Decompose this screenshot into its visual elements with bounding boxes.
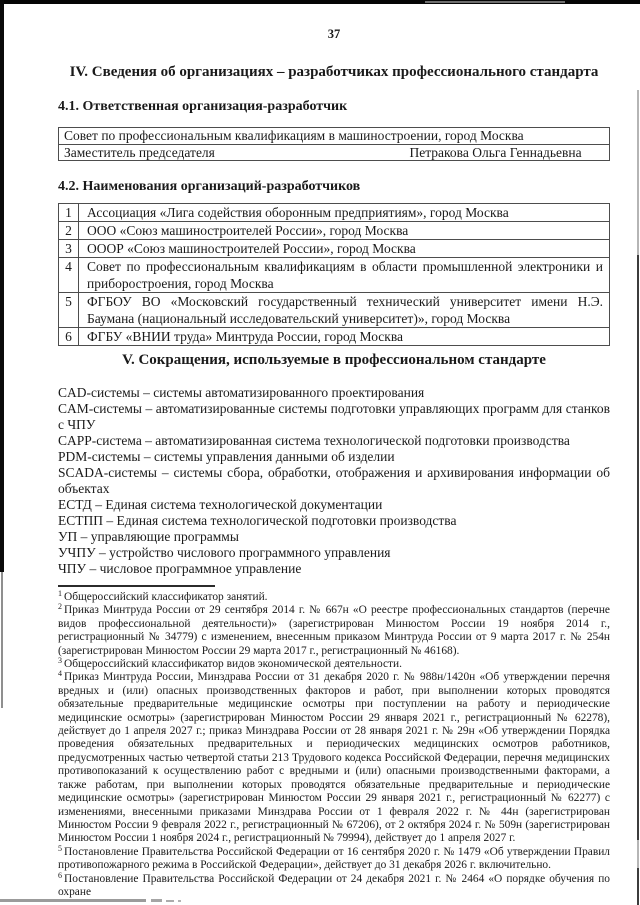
row-number-cell: 2 [59,222,79,239]
abbreviation-item: УЧПУ – устройство числового программного управления [58,545,391,560]
footnote [58,658,610,671]
footnote-text: Постановление Правительства Российской Федерации от 16 сентября 2020 г. № 1479 «Об утверждении Правил противопожарного режима в Российской Федерации», действует до 31 декабря 2026 г. включительно. [58,845,610,872]
abbreviation-item: УП – управляющие программы [58,529,239,544]
scan-edge-left [0,0,4,572]
footnote-number: 2 [58,602,62,612]
footnote-text: Общероссийский классификатор занятий. [64,591,268,603]
section-4-2-title: 4.2. Наименования организаций-разработчиков [58,179,361,194]
org-cell: Ассоциация «Лига содействия оборонным предприятиям», город Москва [87,205,509,220]
table-row [59,257,609,292]
section-5-title: V. Сокращения, используемые в профессиональном стандарте [122,352,546,368]
scan-edge-bottom-dash [166,900,174,902]
footnotes-block [58,591,610,899]
abbreviation-item: CAM-системы – автоматизированные системы подготовки управляющих программ для станков с ЧПУ [58,401,610,432]
footnote [58,843,610,873]
scan-edge-top-highlight [425,1,565,3]
page-number: 37 [327,27,341,41]
scan-edge-right-gap [637,840,639,868]
abbreviation-item: ЕСТПП – Единая система технологической подготовки производства [58,513,457,528]
org-name-cell: Совет по профессиональным квалификациям в машиностроении, город Москва [64,128,524,143]
scan-edge-bottom-dash [151,899,162,902]
footnote [58,671,610,845]
developers-table [58,203,610,346]
footnote-number: 4 [58,669,62,679]
row-number-cell: 5 [59,293,79,327]
org-cell: ОООР «Союз машиностроителей России», город Москва [87,241,416,256]
scan-edge-right-light [637,90,639,255]
row-number-cell: 3 [59,240,79,257]
section-4-title: IV. Сведения об организациях – разработчиках профессионального стандарта [69,64,599,80]
footnote-number: 6 [58,870,62,880]
row-number-cell: 1 [59,204,79,221]
person-cell: Петракова Ольга Геннадьевна [409,144,582,160]
scan-edge-left-fade [1,572,3,708]
org-cell: ФГБУ «ВНИИ труда» Минтруда России, город Москва [87,329,404,344]
table-row [59,128,609,144]
footnote-number: 1 [58,589,62,598]
role-cell: Заместитель председателя [64,144,215,160]
table-row [59,239,609,257]
org-cell: Совет по профессиональным квалификациям в области промышленной электроники и приборостроения, город Москва [87,259,603,291]
footnote-separator [58,585,215,587]
footnote-text: Постановление Правительства Российской Федерации от 24 декабря 2021 г. № 2464 «О порядке обучения по охране [58,872,610,898]
footnote [58,591,610,604]
footnote-number: 5 [58,843,62,853]
footnote [58,870,610,900]
footnote [58,604,610,658]
table-row [59,144,609,161]
org-cell: ФГБОУ ВО «Московский государственный технический университет имени Н.Э. Баумана (национальный исследовательский университет)», город Москва [87,294,603,326]
footnote-text: Приказ Минтруда России от 29 сентября 2014 г. № 667н «О реестре профессиональных стандартов (перечне видов профессиональной деятельности)» (зарегистрирован Минюстом России 19 ноября 2014 г., регистрационный № 34779) с изменением, внесенным приказом Минтруда России от 9 марта 2017 г. № 254н (зарегистрирован Минюстом России 29 марта 2017 г., регистрационный № 46168). [58,604,610,657]
table-row [59,327,609,345]
org-cell: ООО «Союз машиностроителей России», город Москва [87,223,409,238]
abbreviation-item: CAPP-система – автоматизированная система технологической подготовки производства [58,433,570,448]
abbreviation-item: SCADA-системы – системы сбора, обработки, отображения и архивирования информации об объектах [58,465,610,496]
abbreviation-list [58,385,610,577]
scan-edge-bottom-dash [178,900,181,902]
abbreviation-item: CAD-системы – системы автоматизированного проектирования [58,385,425,400]
row-number-cell: 6 [59,328,79,345]
abbreviation-item: ЧПУ – числовое программное управление [58,561,302,576]
scan-edge-right-dark-lower [637,868,639,905]
scan-edge-bottom-line [0,899,146,902]
footnote-text: Приказ Минтруда России, Минздрава России от 31 декабря 2020 г. № 988н/1420н «Об утверждении перечня вредных и (или) опасных производственных факторов и работ, при выполнении которых проводятся обязательные предварительные медицинские осмотры при поступлении на работу и периодические медицинские осмотры» (зарегистрирован Минюстом России 29 января 2021 г., регистрационный № 62278), действует до 1 апреля 2027 г.; приказ Минздрава России от 28 января 2021 г. № 29н «Об утверждении Порядка проведения обязательных предварительных и периодических медицинских осмотров работников, предусмотренных частью четвертой статьи 213 Трудового кодекса Российской Федерации, перечня медицинских противопоказаний к осуществлению работ с вредными и (или) опасными производственными факторами, а также работам, при выполнении которых проводятся обязательные предварительные и периодические медицинские осмотры» (зарегистрирован Минюстом России 29 января 2021 г., регистрационный № 62277) с изменениями, внесенными приказами Минздрава России от 1 февраля 2022 г. № 44н (зарегистрирован Минюстом России 9 февраля 2022 г., регистрационный № 67206), от 2 октября 2024 г. № 509н (зарегистрирован Минюстом России 1 ноября 2024 г., регистрационный № 79994), действует до 1 апреля 2027 г. [58,671,610,845]
row-number-cell: 4 [59,258,79,292]
responsible-org-table [58,127,610,161]
abbreviation-item: ЕСТД – Единая система технологической документации [58,497,383,512]
section-4-1-title: 4.1. Ответственная организация-разработчик [58,99,348,114]
footnote-text: Общероссийский классификатор видов экономической деятельности. [64,658,402,671]
table-row [59,204,609,221]
footnote-number: 3 [58,656,62,666]
table-row [59,221,609,239]
abbreviation-item: PDM-системы – системы управления данными об изделии [58,449,395,464]
table-row [59,292,609,327]
page-content [58,0,610,899]
scan-edge-right-dark [637,255,639,840]
